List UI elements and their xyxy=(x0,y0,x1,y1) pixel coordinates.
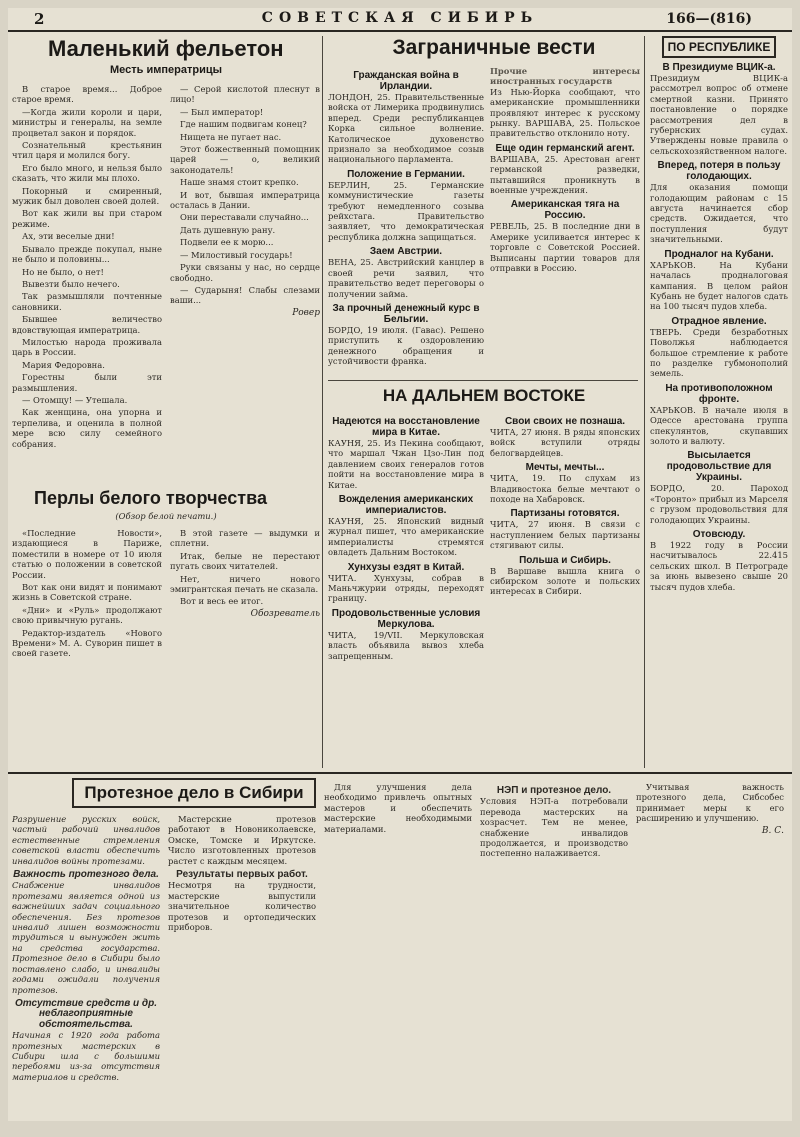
feuilleton-paragraph: Его было много, и нельзя было сказать, что жили мы плохо. xyxy=(12,162,162,184)
feuilleton-paragraph: Вывезти было нечего. xyxy=(22,278,120,289)
far-east-story-title: Продовольственные условия Меркулова. xyxy=(331,607,481,630)
column-divider xyxy=(644,36,645,768)
pearls-signature: Обозреватель xyxy=(250,608,320,619)
far-east-story-body: ЧИТА, 19/VII. Меркуловская власть объявила вывоз хлеба запрещенным. xyxy=(328,629,484,661)
pearls-paragraph: Нет, ничего нового эмигрантская печать не сказала. xyxy=(170,573,320,595)
republic-story-body: В 1922 году в России насчитывалось 22.415 сельских школ. В Петрограде за июнь вывезено свыше 20 тысяч пудов хлеба. xyxy=(650,540,788,592)
newspaper-page xyxy=(8,8,792,1121)
feuilleton-heading: Маленький фельетон xyxy=(48,36,284,61)
foreign-side-body: Из Нью-Йорка сообщают, что американские промышленники проявляют интерес к русскому рынку. ВАРШАВА, 25. Польское правительство отклонило ноту. xyxy=(490,86,640,139)
feuilleton-paragraph: Мария Федоровна. xyxy=(22,359,105,370)
pearls-paragraph: «Последние Новости», издающиеся в Париже, поместили в номере от 10 июля статью о положении в советской России. xyxy=(12,528,162,580)
prosthetic-paragraph: Учитывая важность протезного дела, Сибсобес принимает меры к его расширению и улучшению. xyxy=(636,782,784,824)
newspaper-title: СОВЕТСКАЯ СИБИРЬ xyxy=(261,10,539,26)
feuilleton-paragraph: — Сударыня! Слабы слезами ваши... xyxy=(170,284,320,306)
far-east-story-title: Польша и Сибирь. xyxy=(519,554,611,566)
page-number: 2 xyxy=(34,10,45,28)
prosthetic-section-body: Несмотря на трудности, мастерские выпустили значительное количество протезов и ортопедических приборов. xyxy=(168,880,316,933)
feuilleton-paragraph: Как женщина, она упорна и терпелива, и оценила в полной мере всю силу семейного собрания. xyxy=(12,407,162,449)
feuilleton-paragraph: Так размышляли почтенные сановники. xyxy=(12,291,162,312)
republic-story-body: БОРДО, 20. Пароход «Торонто» прибыл из Марселя с грузом продовольствия для голодающих Украины. xyxy=(650,483,788,525)
america-title: Американская тяга на Россию. xyxy=(510,199,620,222)
feuilleton-paragraph: — Отомщу! — Утешала. xyxy=(22,394,128,405)
pearls-paragraph: «Дни» и «Руль» продолжают свою привычную ругань. xyxy=(12,604,162,626)
far-east-story-body: ЧИТА, 19. По слухам из Владивостока белые мечтают о походе на Хабаровск. xyxy=(490,473,640,505)
foreign-side-title: Прочие интересы иностранных государств xyxy=(490,66,640,87)
republic-story-title: Отовсюду. xyxy=(692,529,746,540)
republic-heading: ПО РЕСПУБЛИКЕ xyxy=(662,36,777,58)
feuilleton-paragraph: И вот, бывшая императрица осталась в Дании. xyxy=(170,189,320,211)
prosthetic-lead xyxy=(12,814,160,1118)
prosthetic-section-body: Начиная с 1920 года работа протезных мастерских в Сибири шла с большими перебоями из-за отсутствия материалов и средств. xyxy=(12,1030,160,1082)
pearls-heading: Перлы белого творчества xyxy=(34,488,267,508)
far-east-col-right xyxy=(490,412,640,768)
foreign-story-title: За прочный денежный курс в Бельгии. xyxy=(332,302,480,325)
feuilleton-paragraph: Бывало прежде покупал, ныне не было и половины... xyxy=(12,243,162,265)
far-east-story-body: ЧИТА, 27 июня. В связи с наступлением белых партизаны стягивают силы. xyxy=(490,519,640,551)
feuilleton-paragraph: Нищета не пугает нас. xyxy=(180,131,282,142)
republic-story-title: Продналог на Кубани. xyxy=(664,248,774,260)
far-east-story-title: Партизаны готовятся. xyxy=(510,508,620,520)
republic-story-body: ХАРЬКОВ. На Кубани началась продналоговая кампания. В целом район Кубань не будет налогов сдать на 100 тысяч пудов хлеба. xyxy=(650,259,788,312)
prosthetic-paragraph: Мастерские протезов работают в Новониколаевске, Омске, Томске и Иркутске. Число изготовленных протезов растет с каждым месяцем. xyxy=(168,814,316,866)
prosthetic-section-title: НЭП и протезное дело. xyxy=(496,785,612,796)
foreign-col-right xyxy=(490,66,640,376)
far-east-story-body: В Варшаве вышла книга о сибирском золоте и польских интересах в Сибири. xyxy=(490,565,640,597)
prosthetic-paragraph: Для улучшения дела необходимо привлечь опытных мастеров и обеспечить мастерские необходимыми материалами. xyxy=(324,782,472,834)
pearls-paragraph: Вот и весь ее итог. xyxy=(180,596,264,607)
feuilleton-paragraph: Они переставали случайно... xyxy=(180,212,309,223)
foreign-story-body: БОРДО, 19 июля. (Гавас). Решено приступить к оздоровлению денежного обращения и устойчивости франка. xyxy=(328,324,484,367)
section-divider xyxy=(8,772,792,774)
foreign-story-body: ВЕНА, 25. Австрийский канцлер в своей речи заявил, что правительство ведет переговоры о получении займа. xyxy=(328,257,484,299)
far-east-story-body: ЧИТА, 27 июня. В ряды японских войск вступили отряды белогвардейцев. xyxy=(490,427,640,458)
feuilleton-signature: Ровер xyxy=(292,307,320,318)
feuilleton-subheading: Месть императрицы xyxy=(110,64,222,76)
prosthetic-col-3 xyxy=(324,782,472,1118)
feuilleton-paragraph: Подвели ее к морю... xyxy=(180,237,274,248)
foreign-story-body: БЕРЛИН, 25. Германские коммунистические газеты требуют немедленного созыва рейхстага. Правительство заявляет, что демократическая республика должна защищаться. xyxy=(328,179,484,242)
foreign-story-title: Положение в Германии. xyxy=(347,168,465,180)
far-east-story-body: ЧИТА. Хунхузы, собрав в Маньчжурии отряды, переходят границу. xyxy=(328,572,484,604)
feuilleton-paragraph: Руки связаны у нас, но сердце свободно. xyxy=(170,262,320,283)
republic-story-body: ХАРЬКОВ. В начале июля в Одессе арестована группа спекулянтов, скупавших золото и валюту. xyxy=(650,404,788,446)
agent-title: Еще один германский агент. xyxy=(495,142,635,154)
far-east-story-title: Мечты, мечты... xyxy=(525,462,605,474)
republic-story-title: Вперед, потеря в пользу голодающих. xyxy=(657,160,781,183)
pearls-paragraph: Редактор-издатель «Нового Времени» М. А. Суворин пишет в своей газете. xyxy=(12,627,162,659)
feuilleton-paragraph: Бывшее величество вдовствующая императрица. xyxy=(12,314,162,335)
feuilleton-col-left xyxy=(12,84,162,484)
prosthetic-section-title: Результаты первых работ. xyxy=(176,869,308,881)
feuilleton-paragraph: Этот божественный помощник царей — о, великий законодатель! xyxy=(170,144,320,175)
feuilleton-paragraph: Ах, эти веселые дни! xyxy=(22,231,115,242)
feuilleton-paragraph: Наше знамя стоит крепко. xyxy=(180,177,299,188)
far-east-heading: НА ДАЛЬНЕМ ВОСТОКЕ xyxy=(382,386,586,405)
feuilleton-paragraph: Где нашим подвигам конец? xyxy=(180,119,307,130)
republic-story-title: Отрадное явление. xyxy=(671,315,767,327)
pearls-section xyxy=(12,488,320,768)
pearls-paragraph: В этой газете — выдумки и сплетни. xyxy=(170,528,320,549)
prosthetic-col-2 xyxy=(168,814,316,1118)
prosthetic-lead-text: Разрушение русских войск, частый рабочий инвалидов естественные стремления советской власти обеспечить инвалидов войны протезами. xyxy=(12,814,160,866)
masthead xyxy=(8,8,792,32)
feuilleton-paragraph: Дать душевную рану. xyxy=(180,224,276,235)
agent-body: ВАРШАВА, 25. Арестован агент германской разведки, пытавшийся проникнуть в военные учреждения. xyxy=(490,153,640,196)
pearls-subheading: (Обзор белой печати.) xyxy=(115,511,217,521)
feuilleton-paragraph: Сознательный крестьянин чтил царя и молился богу. xyxy=(12,140,162,161)
far-east-section xyxy=(328,384,640,768)
america-body: РЕВЕЛЬ, 25. В последние дни в Америке усиливается интерес к торговле с Советской Россией. Выписаны партии товаров для отправки в Россию. xyxy=(490,221,640,274)
far-east-story-title: Свои своих не познаша. xyxy=(504,416,626,427)
republic-story-title: В Президиуме ВЦИК-а. xyxy=(662,62,776,73)
feuilleton-col-right xyxy=(170,84,320,484)
feuilleton-paragraph: — Милостивый государь! xyxy=(180,249,293,260)
foreign-heading: Заграничные вести xyxy=(392,36,596,59)
feuilleton-paragraph: Горестны были эти размышления. xyxy=(12,372,162,393)
prosthetic-section xyxy=(12,778,788,1118)
republic-story-body: ТВЕРЬ. Среди безработных Поволжья наблюдается большое стремление к работе по разделке губмонополий земель. xyxy=(650,326,788,379)
far-east-story-body: КАУНЯ, 25. Японский видный журнал пишет, что американские империалисты стремятся овладеть Дальним Востоком. xyxy=(328,516,484,558)
foreign-story-body: ЛОНДОН, 25. Правительственные войска от Лимерика продвинулись вперед. Среди республиканцев Корка сильное волнение. Католическое духовенство признало за необходимое созыв национального парламента. xyxy=(328,92,484,165)
far-east-story-body: КАУНЯ, 25. Из Пекина сообщают, что маршал Чжан Цзо-Лин под давлением своих генералов готов пойти на восстановление мира в Китае. xyxy=(328,438,484,490)
feuilleton-paragraph: Покорный и смиренный, мужик был доволен своей долей. xyxy=(12,185,162,207)
feuilleton-paragraph: Вот как жили вы при старом режиме. xyxy=(12,208,162,229)
feuilleton-paragraph: — Серой кислотой плеснут в лицо! xyxy=(170,84,320,105)
far-east-story-title: Надеются на восстановление мира в Китае. xyxy=(332,416,480,438)
section-divider xyxy=(328,380,638,381)
feuilleton-section xyxy=(12,36,320,484)
far-east-story-title: Вожделения американских империалистов. xyxy=(338,494,474,517)
prosthetic-col-4 xyxy=(480,782,628,1118)
republic-story-title: На противоположном фронте. xyxy=(665,382,773,405)
pearls-paragraph: Вот как они видят и понимают жизнь в Советской стране. xyxy=(12,582,162,603)
foreign-story-title: Заем Австрии. xyxy=(369,246,443,258)
prosthetic-section-title: Отсутствие средств и др. неблагоприятные обстоятельства. xyxy=(15,997,157,1030)
prosthetic-section-body: Снабжение инвалидов протезами является одной из важнейших задач социального обеспечения. Без протезов инвалид лишен возможности трудиться и вынужден жить на средства государства. Протезное дело в Сибири было поставлено слабо, и инвалиды годами ожидали получения протезов. xyxy=(12,880,160,995)
feuilleton-paragraph: В старое время... Доброе старое время. xyxy=(12,84,162,105)
prosthetic-heading-box xyxy=(72,778,316,808)
issue-number: 166—(816) xyxy=(666,11,752,27)
prosthetic-col-5 xyxy=(636,782,784,1118)
foreign-news-section xyxy=(328,36,640,376)
pearls-col-right xyxy=(170,528,320,768)
far-east-col-left xyxy=(328,412,484,768)
republic-story-body: Президиум ВЦИК-а рассмотрел вопрос об отмене смертной казни. Принято постановление о порядке рассмотрения дел в губернских судах. Утверждены новые правила о сельскохозяйственном налоге. xyxy=(650,73,788,156)
prosthetic-signature: В. С. xyxy=(761,825,784,836)
far-east-story-title: Хунхузы ездят в Китай. xyxy=(347,561,465,573)
pearls-paragraph: Итак, белые не перестают пугать своих читателей. xyxy=(170,550,320,572)
foreign-col-left xyxy=(328,66,484,376)
pearls-col-left xyxy=(12,528,162,768)
republic-story-body: Для оказания помощи голодающим районам с 15 августа начинается сбор средств. Ожидается, что поступления будут значительными. xyxy=(650,182,788,245)
republic-section xyxy=(650,36,788,768)
prosthetic-section-body: Условия НЭП-а потребовали перевода мастерских на хозрасчет. Тем не менее, снабжение инвалидов продолжается, и производство постепенно налаживается. xyxy=(480,796,628,859)
feuilleton-paragraph: —Когда жили короли и цари, министры и генералы, на земле процветал закон и порядок. xyxy=(12,106,162,138)
prosthetic-section-title: Важность протезного дела. xyxy=(13,869,159,881)
foreign-story-title: Гражданская война в Ирландии. xyxy=(353,70,459,92)
feuilleton-paragraph: — Был император! xyxy=(180,106,264,117)
republic-story-title: Высылается продовольствие для Украины. xyxy=(666,450,772,484)
column-divider xyxy=(322,36,323,768)
feuilleton-paragraph: Милостью народа проживала царь в России. xyxy=(12,336,162,358)
feuilleton-paragraph: Но не было, о нет! xyxy=(22,266,104,277)
prosthetic-heading: Протезное дело в Сибири xyxy=(84,783,304,802)
